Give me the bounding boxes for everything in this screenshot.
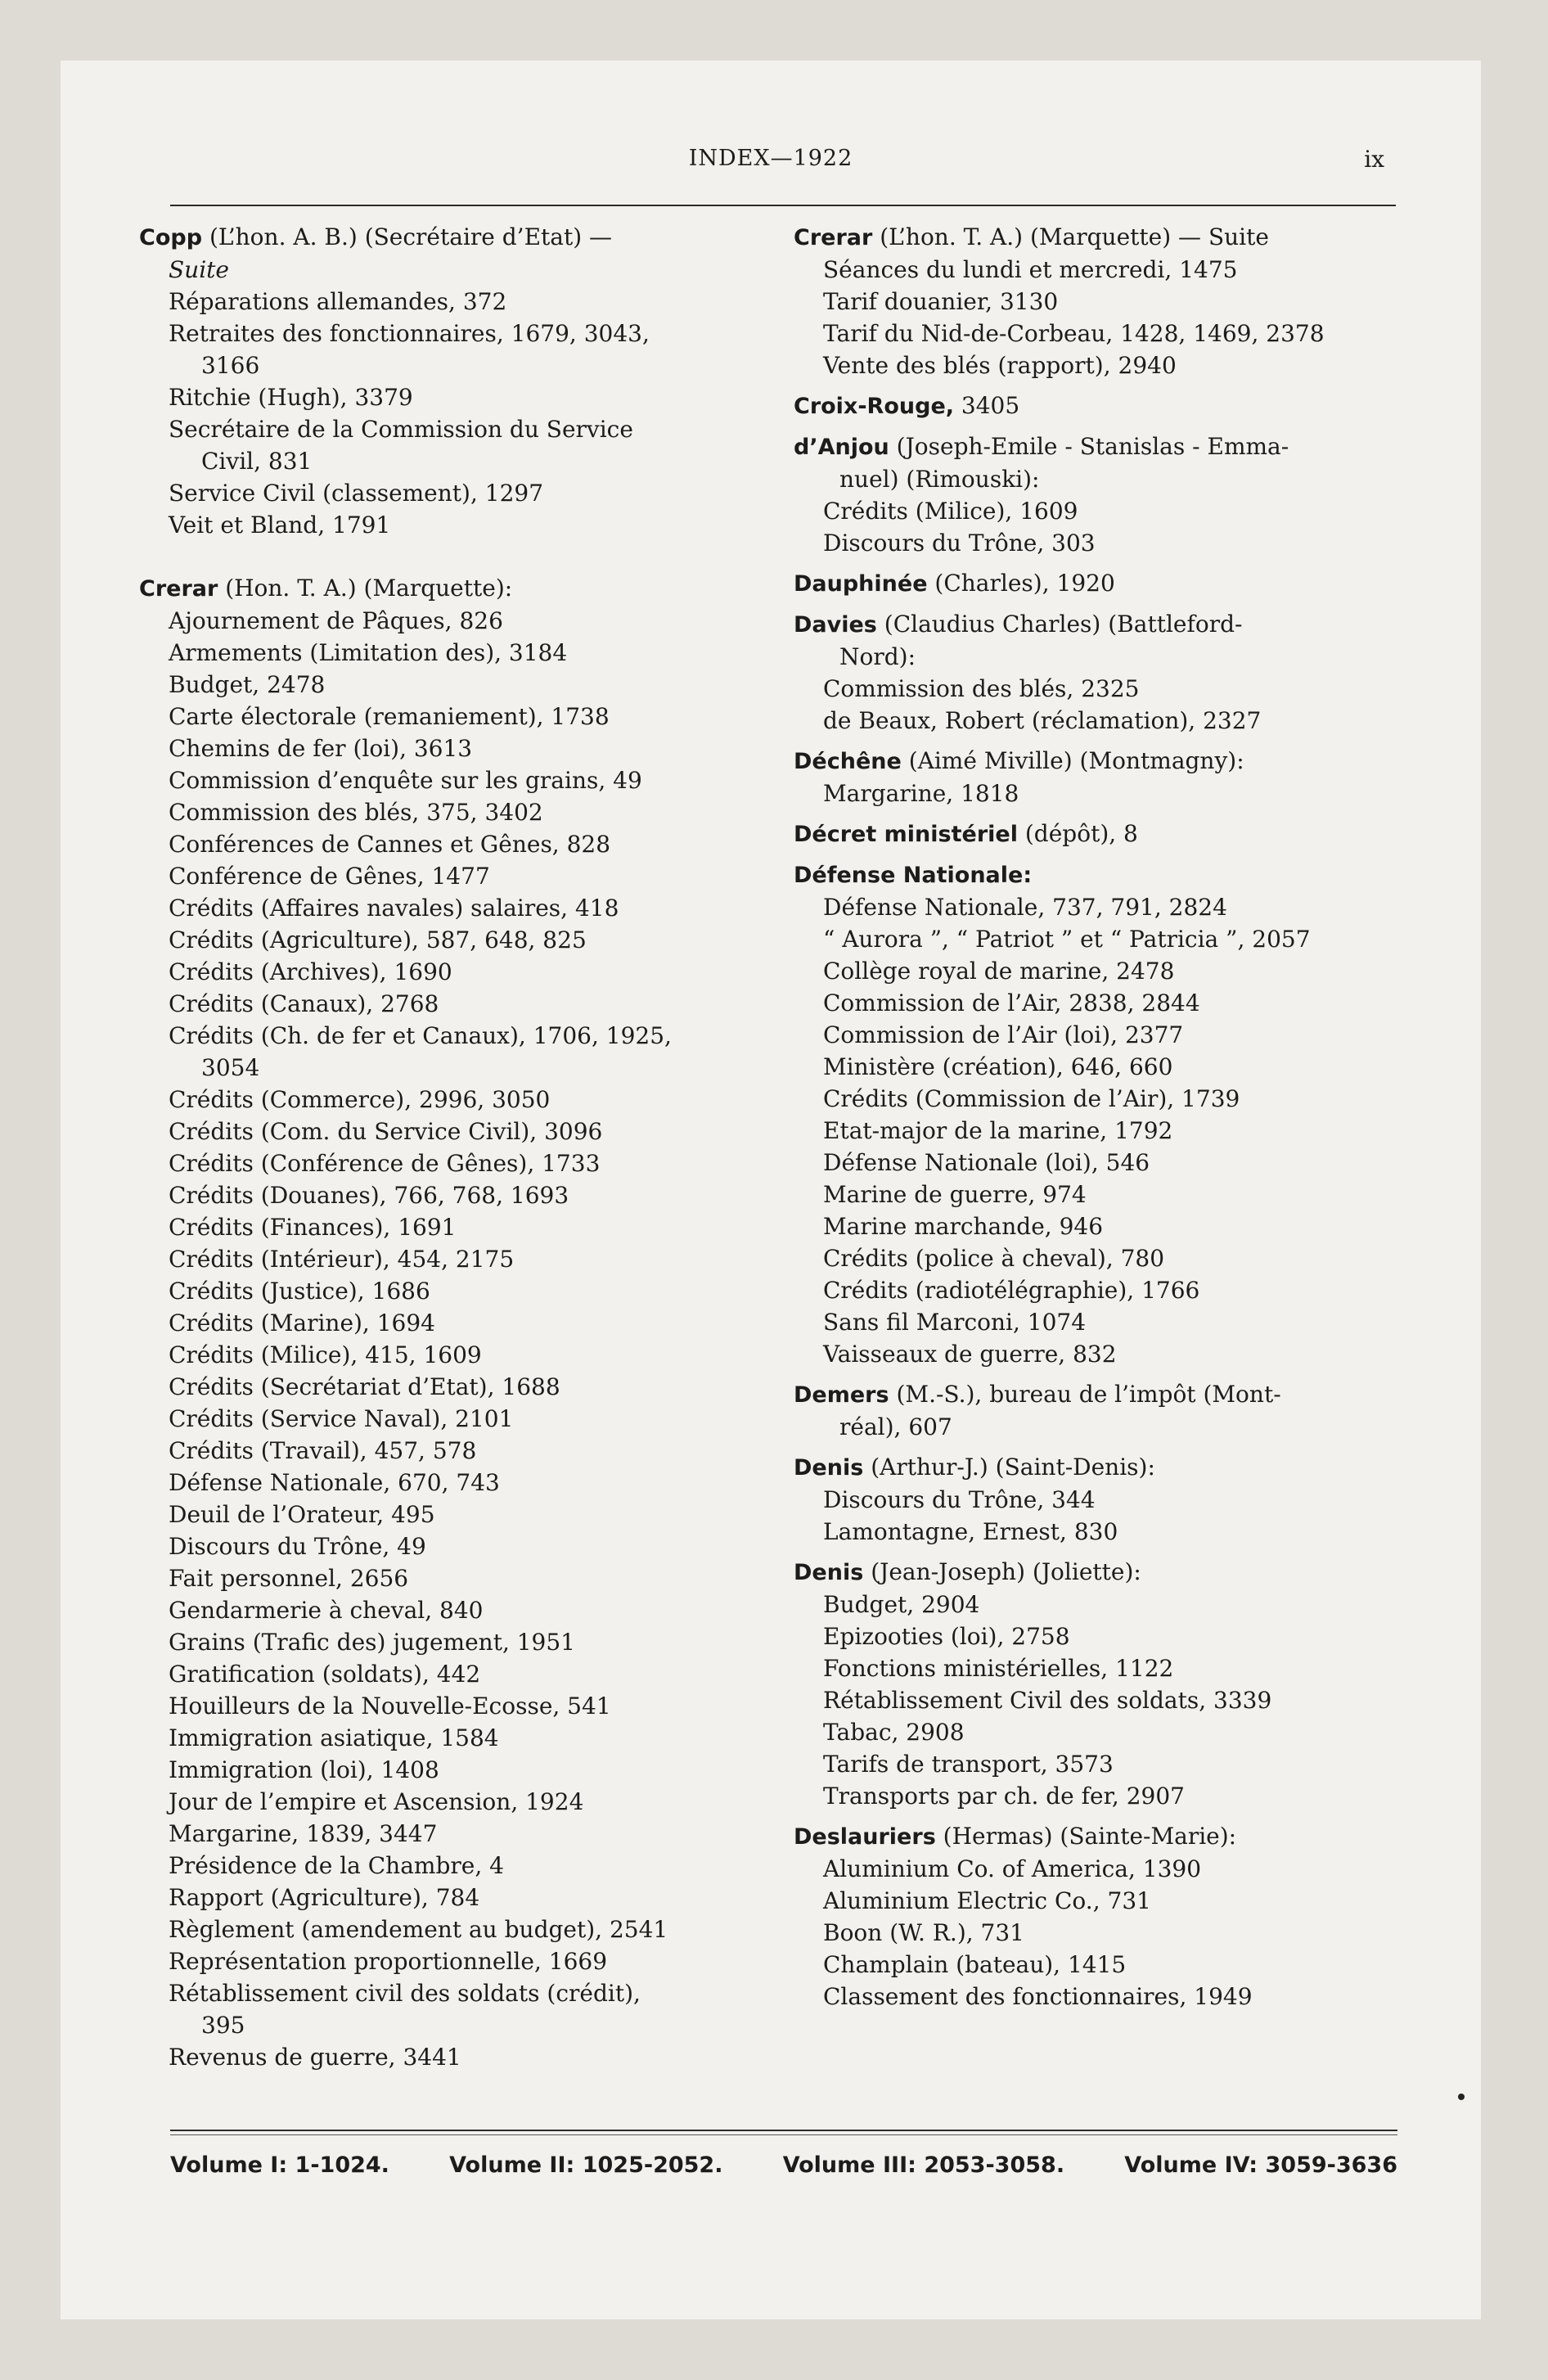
entry-name: Dauphinée: [794, 571, 928, 597]
footer-rule-thin: [170, 2134, 1397, 2135]
subentry: Budget, 2904: [823, 1591, 980, 1618]
index-entry: [794, 745, 1399, 809]
subentry: Chemins de fer (loi), 3613: [169, 735, 473, 762]
subentry: Commission d’enquête sur les grains, 49: [169, 767, 642, 794]
entry-name: Croix-Rouge,: [794, 394, 955, 419]
index-entry: [794, 1378, 1399, 1443]
subentry: Secrétaire de la Commission du Service: [169, 416, 633, 443]
footer-rule: [170, 2130, 1397, 2131]
subentry: Collège royal de marine, 2478: [823, 958, 1175, 985]
subentry: Défense Nationale, 737, 791, 2824: [823, 894, 1227, 921]
entry-name: Denis: [794, 1455, 864, 1481]
subentry: Règlement (amendement au budget), 2541: [169, 1916, 668, 1943]
subentry: Crédits (Justice), 1686: [169, 1278, 430, 1305]
entry-heading-detail: (Joseph-Emile - Stanislas - Emma-: [896, 433, 1289, 460]
index-page: [61, 61, 1481, 2319]
subentry: Aluminium Co. of America, 1390: [823, 1855, 1202, 1882]
entry-name: Davies: [794, 612, 877, 638]
subentry: Margarine, 1839, 3447: [169, 1820, 438, 1847]
volume-2-range: Volume II: 1025-2052.: [449, 2152, 723, 2178]
entry-heading: [794, 390, 1399, 422]
subentry: Crédits (Affaires navales) salaires, 418: [169, 895, 619, 922]
entry-heading-detail: (Hon. T. A.) (Marquette):: [225, 575, 513, 602]
subentry: Rétablissement Civil des soldats, 3339: [823, 1687, 1272, 1714]
entry-heading: [794, 1820, 1399, 1853]
subentry: Vente des blés (rapport), 2940: [823, 352, 1177, 379]
entry-name: Deslauriers: [794, 1824, 936, 1850]
subentry: Fait personnel, 2656: [169, 1565, 409, 1592]
page-title: INDEX—1922: [688, 146, 853, 171]
index-entry: [794, 567, 1399, 600]
subentry: Crédits (Service Naval), 2101: [169, 1405, 514, 1432]
subentry: Immigration asiatique, 1584: [169, 1724, 499, 1751]
subentry: Jour de l’empire et Ascension, 1924: [169, 1788, 584, 1815]
subentry: Commission des blés, 375, 3402: [169, 799, 543, 826]
subentry: Tabac, 2908: [823, 1719, 965, 1746]
subentry: Séances du lundi et mercredi, 1475: [823, 256, 1238, 283]
entry-heading-detail: (Arthur-J.) (Saint-Denis):: [871, 1454, 1155, 1481]
subentry: Crédits (Com. du Service Civil), 3096: [169, 1118, 603, 1145]
subentry: Lamontagne, Ernest, 830: [823, 1518, 1118, 1545]
entry-heading: [794, 567, 1399, 600]
subentry: de Beaux, Robert (réclamation), 2327: [823, 707, 1262, 734]
entry-name: Demers: [794, 1382, 889, 1408]
subentry: Crédits (police à cheval), 780: [823, 1245, 1165, 1272]
index-entry: [794, 1556, 1399, 1812]
subentry: Boon (W. R.), 731: [823, 1919, 1024, 1946]
subentry: Vaisseaux de guerre, 832: [823, 1341, 1117, 1368]
index-entry: [794, 818, 1399, 850]
entry-heading: [794, 608, 1399, 673]
entry-heading: [794, 430, 1399, 495]
entry-heading-detail: (L’hon. A. B.) (Secrétaire d’Etat) —: [209, 223, 613, 250]
subentry: Crédits (Commission de l’Air), 1739: [823, 1085, 1240, 1112]
subentry: Commission de l’Air, 2838, 2844: [823, 989, 1200, 1016]
page-header: [61, 142, 1481, 183]
subentry: Crédits (radiotélégraphie), 1766: [823, 1277, 1200, 1304]
subentry: “ Aurora ”, “ Patriot ” et “ Patricia ”, 2057: [823, 926, 1311, 953]
subentry: Crédits (Intérieur), 454, 2175: [169, 1246, 515, 1273]
subentry: Budget, 2478: [169, 671, 326, 698]
subentry: Marine de guerre, 974: [823, 1181, 1087, 1208]
entry-name: Décret ministériel: [794, 822, 1018, 847]
subentry: Rapport (Agriculture), 784: [169, 1884, 480, 1911]
subentry: Houilleurs de la Nouvelle-Ecosse, 541: [169, 1693, 611, 1720]
index-entry: [794, 1820, 1399, 2013]
subentry: Deuil de l’Orateur, 495: [169, 1501, 435, 1528]
right-column: [794, 221, 1399, 2021]
entry-heading: [794, 1451, 1399, 1484]
subentry: Tarifs de transport, 3573: [823, 1751, 1114, 1778]
subentry: Gratification (soldats), 442: [169, 1661, 481, 1688]
entry-heading-detail: (Aimé Miville) (Montmagny):: [908, 747, 1244, 774]
entry-heading-continued: réal), 607: [839, 1413, 952, 1440]
entry-heading-detail: 3405: [961, 392, 1020, 419]
subentry: Crédits (Canaux), 2768: [169, 990, 439, 1017]
subentry: Crédits (Agriculture), 587, 648, 825: [169, 926, 587, 953]
entry-heading-detail: (Charles), 1920: [934, 570, 1115, 597]
subentry: Tarif douanier, 3130: [823, 288, 1059, 315]
subentry: Discours du Trône, 303: [823, 530, 1096, 557]
volume-4-range: Volume IV: 3059-3636: [1124, 2152, 1397, 2178]
entry-name: Défense Nationale:: [794, 863, 1033, 888]
entry-heading-detail: (Hermas) (Sainte-Marie):: [943, 1823, 1237, 1850]
subentry: Crédits (Ch. de fer et Canaux), 1706, 1925,: [169, 1022, 672, 1049]
entry-suite: Suite: [169, 256, 229, 283]
index-entry: [794, 608, 1399, 737]
subentry: Représentation proportionnelle, 1669: [169, 1948, 608, 1975]
volume-1-range: Volume I: 1-1024.: [170, 2152, 389, 2178]
entry-heading-detail: (L’hon. T. A.) (Marquette) — Suite: [880, 223, 1269, 250]
subentry: Carte électorale (remaniement), 1738: [169, 703, 610, 730]
subentry: Présidence de la Chambre, 4: [169, 1852, 504, 1879]
entry-heading: [794, 818, 1399, 850]
subentry: Crédits (Conférence de Gênes), 1733: [169, 1150, 601, 1177]
subentry: Armements (Limitation des), 3184: [169, 639, 568, 666]
subentry: Défense Nationale (loi), 546: [823, 1149, 1150, 1176]
subentry: Crédits (Milice), 415, 1609: [169, 1341, 482, 1368]
subentry: Immigration (loi), 1408: [169, 1756, 439, 1783]
entry-name: Déchêne: [794, 749, 902, 774]
entry-name: Denis: [794, 1560, 864, 1585]
entry-name: Crerar: [794, 225, 873, 250]
subentry: Crédits (Secrétariat d’Etat), 1688: [169, 1373, 560, 1400]
page-number: ix: [1364, 146, 1384, 173]
index-entry: [139, 572, 745, 2073]
margin-dot: [1458, 2094, 1465, 2100]
subentry: Aluminium Electric Co., 731: [823, 1887, 1151, 1914]
subentry: Etat-major de la marine, 1792: [823, 1117, 1173, 1144]
subentry: Crédits (Finances), 1691: [169, 1214, 457, 1241]
subentry: Crédits (Milice), 1609: [823, 498, 1078, 525]
entry-heading-detail: (Jean-Joseph) (Joliette):: [871, 1558, 1141, 1585]
entry-heading-detail: (Claudius Charles) (Battleford-: [884, 611, 1243, 638]
entry-name: d’Anjou: [794, 435, 889, 460]
subentry: Discours du Trône, 344: [823, 1486, 1096, 1513]
entry-name: Copp: [139, 225, 203, 250]
subentry: Champlain (bateau), 1415: [823, 1951, 1127, 1978]
subentry: Service Civil (classement), 1297: [169, 480, 544, 507]
index-entry: [794, 390, 1399, 422]
subentry: Sans fil Marconi, 1074: [823, 1309, 1087, 1336]
subentry: Gendarmerie à cheval, 840: [169, 1597, 484, 1624]
subentry: Classement des fonctionnaires, 1949: [823, 1983, 1253, 2010]
entry-heading: [794, 221, 1399, 254]
subentry: Ministère (création), 646, 660: [823, 1053, 1173, 1080]
left-column: [139, 221, 745, 2081]
subentry: Veit et Bland, 1791: [169, 512, 391, 539]
subentry: Tarif du Nid-de-Corbeau, 1428, 1469, 2378: [823, 320, 1325, 347]
subentry: Crédits (Commerce), 2996, 3050: [169, 1086, 551, 1113]
entry-heading: [794, 859, 1399, 891]
index-entry: [794, 221, 1399, 381]
subentry: Rétablissement civil des soldats (crédit),: [169, 1980, 641, 2007]
subentry: Commission des blés, 2325: [823, 675, 1140, 702]
subentry: Transports par ch. de fer, 2907: [823, 1783, 1185, 1810]
index-entry: [794, 1451, 1399, 1548]
index-entry: [794, 430, 1399, 559]
subentry: Crédits (Douanes), 766, 768, 1693: [169, 1182, 569, 1209]
subentry: Grains (Trafic des) jugement, 1951: [169, 1629, 575, 1656]
subentry: Marine marchande, 946: [823, 1213, 1104, 1240]
subentry: Fonctions ministérielles, 1122: [823, 1655, 1174, 1682]
subentry-continued: 3166: [201, 352, 260, 379]
subentry-continued: 395: [201, 2012, 245, 2039]
subentry: Ritchie (Hugh), 3379: [169, 384, 413, 411]
entry-heading: [139, 572, 745, 605]
volume-footer: [170, 2152, 1397, 2178]
volume-3-range: Volume III: 2053-3058.: [782, 2152, 1065, 2178]
subentry: Discours du Trône, 49: [169, 1533, 426, 1560]
entry-heading: [794, 745, 1399, 778]
subentry-continued: Civil, 831: [201, 448, 313, 475]
entry-heading: [794, 1378, 1399, 1443]
index-entry: [794, 859, 1399, 1370]
subentry: Réparations allemandes, 372: [169, 288, 507, 315]
subentry: Retraites des fonctionnaires, 1679, 3043,: [169, 320, 650, 347]
subentry: Crédits (Travail), 457, 578: [169, 1437, 477, 1464]
entry-heading-detail: (dépôt), 8: [1024, 820, 1138, 847]
subentry: Crédits (Archives), 1690: [169, 958, 452, 985]
subentry: Conférence de Gênes, 1477: [169, 863, 490, 890]
subentry: Défense Nationale, 670, 743: [169, 1469, 500, 1496]
entry-heading-continued: Nord):: [839, 643, 916, 670]
subentry: Commission de l’Air (loi), 2377: [823, 1021, 1184, 1048]
entry-heading-detail: (M.-S.), bureau de l’impôt (Mont-: [896, 1381, 1281, 1408]
subentry-continued: 3054: [201, 1054, 260, 1081]
subentry: Epizooties (loi), 2758: [823, 1623, 1070, 1650]
entry-name: Crerar: [139, 576, 218, 602]
subentry: Crédits (Marine), 1694: [169, 1309, 435, 1336]
entry-heading: [139, 221, 745, 286]
subentry: Revenus de guerre, 3441: [169, 2044, 461, 2071]
index-entry: [139, 221, 745, 541]
subentry: Conférences de Cannes et Gênes, 828: [169, 831, 611, 858]
header-rule: [170, 205, 1396, 206]
subentry: Ajournement de Pâques, 826: [169, 607, 503, 634]
entry-heading-continued: nuel) (Rimouski):: [839, 466, 1040, 493]
subentry: Margarine, 1818: [823, 780, 1019, 807]
entry-heading: [794, 1556, 1399, 1589]
